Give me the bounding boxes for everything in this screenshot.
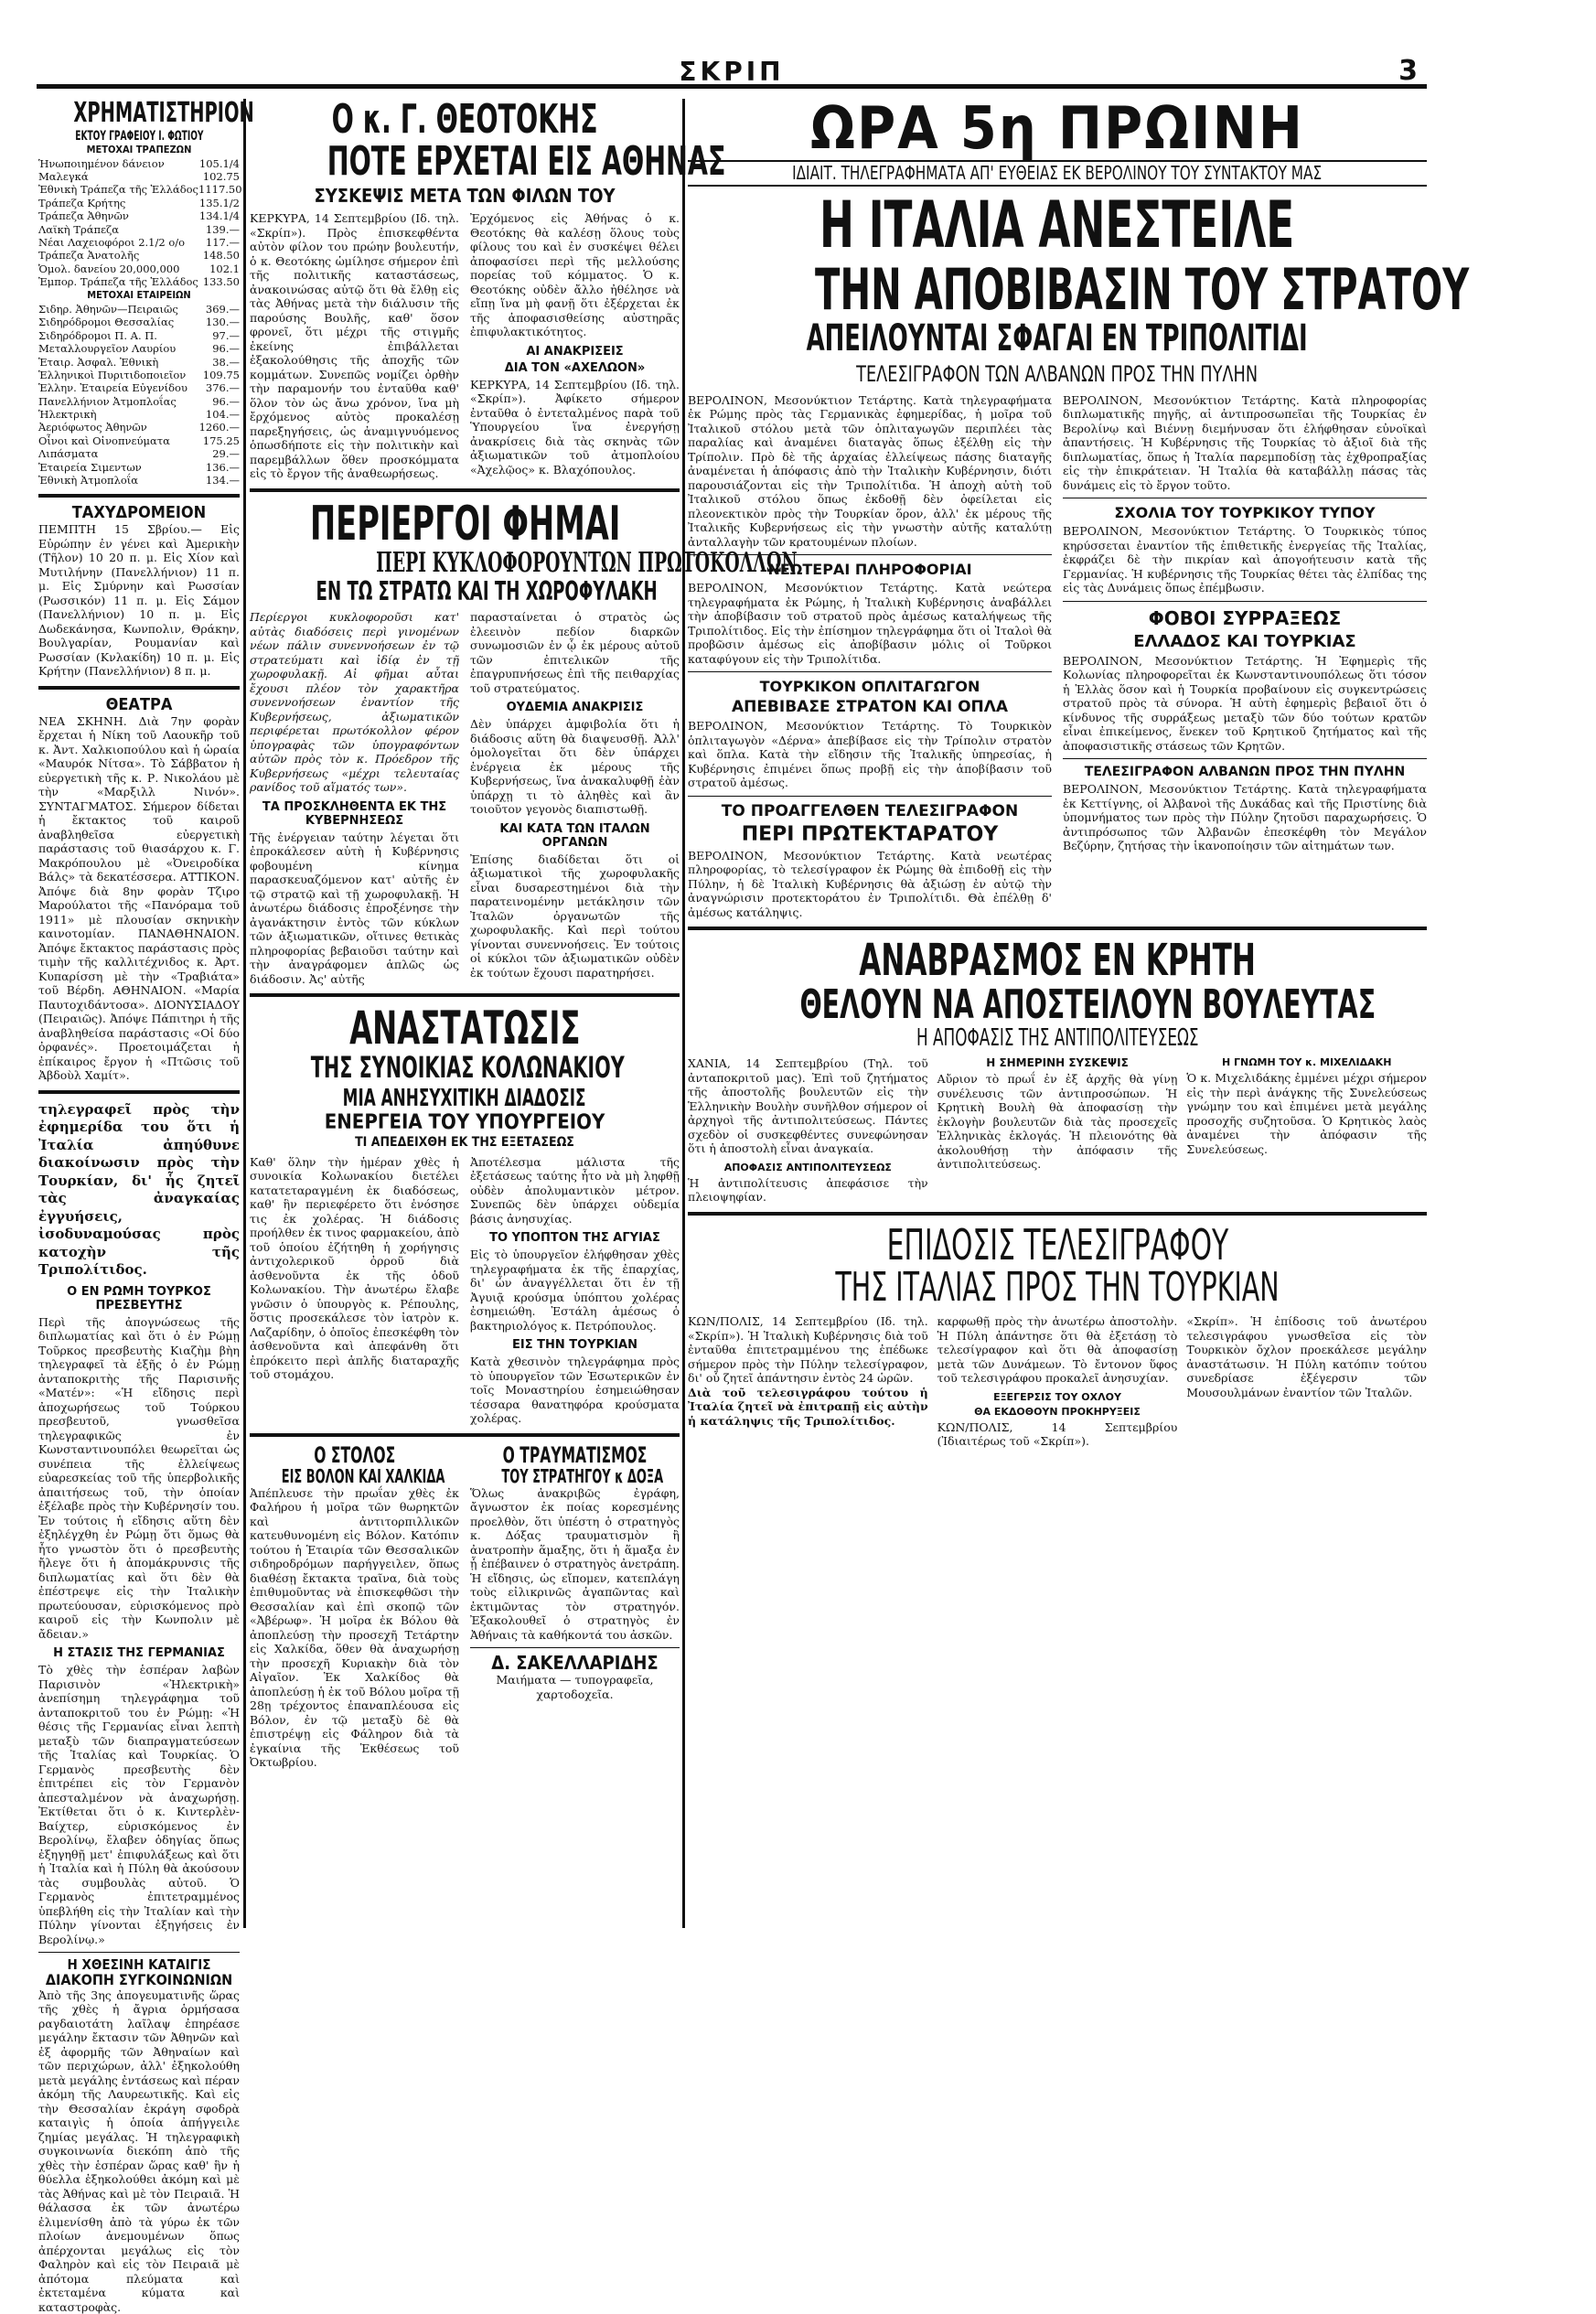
stock-value: 139.—: [205, 222, 240, 236]
theotokis-body: [250, 211, 680, 481]
fleet-headline: Ο ΣΤΟΛΟΣ: [314, 1441, 395, 1468]
bottom-stories: [250, 1441, 680, 1770]
stock-value: 96.—: [212, 394, 240, 408]
stock-row: [38, 262, 240, 275]
stocks-table-banks: [38, 157, 240, 289]
ultimatum-text-2b: ΚΩΝ/ΠΟΛΙΣ, 14 Σεπτεμβρίου (Ἰδιαιτέρως τοῦ «Σκρίπ»).: [937, 1419, 1178, 1449]
stock-row: [38, 183, 240, 196]
stock-exchange-title: ΧΡΗΜΑΤΙΣΤΗΡΙΟΝ: [73, 97, 254, 129]
theotokis-headline: Ο κ. Γ. ΘΕΟΤΟΚΗΣ: [331, 96, 598, 143]
stock-name: Οἶνοι καὶ Οἰνοπνεύματα: [38, 434, 170, 447]
italy-lead: τηλεγραφεῖ πρὸς τὴν ἐφημερίδα του ὅτι ἡ Ἰταλία ἀπηύθυνε διακοίνωσιν πρὸς τὴν Τουρκίαν, δι' ἧς ζητεῖ τὰς ἀναγκαίας ἐγγυήσεις, ἰσοδυναμούσας πρὸς κατοχὴν τῆς Τριπολίτιδος.: [38, 1100, 240, 1279]
stock-value: 133.50: [202, 275, 240, 289]
stock-value: 109.75: [202, 368, 240, 381]
stock-value: 376.—: [205, 381, 240, 395]
newspaper-name: ΣΚΡΙΠ: [679, 57, 785, 87]
stock-value: 102.1: [209, 262, 240, 275]
stock-name: Ἑλληνικοὶ Πυριτιδοποιεῖον: [38, 368, 187, 381]
albanian-ultimatum-heading: ΤΕΛΕΣΙΓΡΑΦΟΝ ΑΛΒΑΝΩΝ ΠΡΟΣ ΤΗΝ ΠΥΛΗΝ: [1084, 765, 1406, 780]
stock-name: Τράπεζα Ἀνατολῆς: [38, 249, 140, 262]
stock-name: Μαλεγκά: [38, 170, 89, 184]
stock-name: Λαϊκὴ Τράπεζα: [38, 222, 120, 236]
ultimatum-text-3: «Σκρίπ». Ἡ ἐπίδοσις τοῦ ἀνωτέρου τελεσιγράφου γνωσθεῖσα εἰς τὸν Τουρκικὸν ὄχλον προεκάλεσε μεγάλην ἀναστάτωσιν. Ἡ Πύλη κατόπιν τούτου συνεδρίασε ἐξέγερσιν τῶν Μουσουλμάνων ἐναντίον τῶν Ἰταλῶν.: [1186, 1314, 1428, 1399]
stock-row: [38, 197, 240, 209]
general-headline: Ο ΤΡΑΥΜΑΤΙΣΜΟΣ: [502, 1441, 648, 1468]
stock-row: [38, 447, 240, 460]
stock-name: Ἐθνικὴ Ἀτμοπλοΐα: [38, 473, 139, 487]
opposition-decision-heading: Η ΑΠΟΦΑΣΙΣ ΤΗΣ ΑΝΤΙΠΟΛΙΤΕΥΣΕΩΣ: [916, 1024, 1199, 1053]
stock-name: Σιδηρ. Ἀθηνῶν—Πειραιῶς: [38, 303, 178, 316]
turkey-text: Κατὰ χθεσινὸν τηλεγράφημα πρὸς τὸ ὑπουργεῖον τῶν Ἐσωτερικῶν ἐν τοῖς Μοναστηρίου ἐσημειώθησαν τέσσαρα θανατηφόρα κρούσματα χολέρας.: [470, 1355, 680, 1426]
stock-row: [38, 461, 240, 474]
rumours-text-right-3: Ἐπίσης διαδίδεται ὅτι οἱ ἀξιωματικοὶ τῆς χωροφυλακῆς εἶναι δυσαρεστημένοι διὰ τὴν παρατεινομένην μετάκλησιν τῶν Ἰταλῶν ὀργανωτῶν τῆς χωροφυλακῆς. Καὶ περὶ τούτου γίνονται συνεννοήσεις. Ἐν τούτοις οἱ κύκλοι τῶν ἀξιωματικῶν οὐδὲν ἐκ τούτων ἔχουσι παρατηρήσει.: [470, 852, 680, 980]
stock-value: 175.25: [202, 434, 240, 447]
ultimatum-body: [688, 1314, 1427, 1449]
ultimatum-text-1b: Διὰ τοῦ τελεσιγράφου τούτου ἡ Ἰταλία ζητεῖ νὰ ἐπιτραπῇ εἰς αὐτὴν ἡ κατάληψις τῆς Τριπολίτιδος.: [688, 1385, 928, 1428]
stock-value: 105.1/4: [198, 156, 240, 170]
stock-name: Λιπάσματα: [38, 447, 99, 461]
berlin-text-4: ΒΕΡΟΛΙΝΟΝ, Μεσονύκτιον Τετάρτης. Κατὰ νεωτέρας πληροφορίας, τὸ τελεσίγραφον ἐκ Ρώμης θὰ ἐπιδοθῇ εἰς τὴν Πύλην, ἡ δὲ Ἰταλικὴ Κυβέρνησις θὰ ἀξιώσῃ ἐν αὐτῷ τὴν ἀναγνώρισιν προτεκτοράτου ἐν Τριπολίτιδι. Θὰ ἐπέλθῃ δ' ἀμέσως κατάληψις.: [688, 848, 1052, 919]
theotokis-subheadline: ΠΟΤΕ ΕΡΧΕΤΑΙ ΕΙΣ ΑΘΗΝΑΣ: [327, 138, 726, 186]
stock-row: [38, 316, 240, 328]
turkish-ambassador-heading: Ο ΕΝ ΡΩΜΗ ΤΟΥΡΚΟΣ ΠΡΕΣΒΕΥΤΗΣ: [67, 1284, 211, 1312]
war-fears-heading: ΦΟΒΟΙ ΣΥΡΡΑΞΕΩΣ: [1148, 606, 1342, 629]
massacres-headline: ΑΠΕΙΛΟΥΝΤΑΙ ΣΦΑΓΑΙ ΕΝ ΤΡΙΠΟΛΙΤΙΔΙ: [806, 316, 1309, 359]
general-text: Ὅλως ἀνακριβῶς ἐγράφη, ἄγνωστον ἐκ ποίας κορεσμένης προελθὸν, ὅτι ὑπέστη ὁ στρατηγὸς κ. Δόξας τραυματισμὸν ἢ ἀνατροπὴν ἅμαξης, ὅτι ἡ ἅμαξα ἐν ᾗ ἐπέβαινεν ὁ στρατηγὸς ἀνετράπη. Ἡ εἴδησις, ὡς εἴπομεν, κατεπλάγη τοὺς εἰλικρινῶς ἀγαπῶντας καὶ ἐκτιμῶντας τὸν στρατηγόν. Ἐξακολουθεῖ ὁ στρατηγὸς ἐν Ἀθήναις τὰ καθήκοντά του ἀσκῶν.: [470, 1485, 680, 1642]
stock-row: [38, 303, 240, 316]
stock-row: [38, 342, 240, 355]
stock-value: 136.—: [205, 460, 240, 474]
stock-row: [38, 408, 240, 421]
storm-text: Ἀπὸ τῆς 3ης ἀπογευματινῆς ὥρας τῆς χθὲς ἡ ἄγρια ὁρμήσασα ραγδαιοτάτη λαῖλαψ ἐπηρέασε μεγάλην ἔκτασιν τῶν Ἀθηνῶν καὶ ἐξ ἀφορμῆς τῶν Ἀθηναίων καὶ τῶν περιχώρων, ἀλλ' ἐξηκολούθη μετὰ μεγάλης ἐντάσεως καὶ πέραν ἀκόμη τῆς Λαυρεωτικῆς. Καὶ εἰς τὴν Θεσσαλίαν ἐκράγη σφοδρὰ καταιγὶς ἡ ὁποία ἀπήγγειλε ζημίας μεγάλας. Ἡ τηλεγραφικὴ συγκοινωνία διεκόπη ἀπὸ τῆς χθὲς τὴν ἑσπέραν ὥρας καθ' ἣν ἡ θύελλα ἐξηκολούθει ἀκόμη καὶ μὲ τὰς Ἀθήνας καὶ μὲ τὸν Πειραιᾶ. Ἡ θάλασσα ἐκ τῶν ἀνωτέρω ἐλιμενίσθη ἀπὸ τὰ γύρω ἐκ τῶν πλοίων ἀνεμουμένων ὅπως ἀπέρχονται μεγάλως εἰς τὸν Φαληρὸν καὶ εἰς τὸν Πειραιᾶ μὲ ἀπότομα πλεύματα καὶ ἐκτεταμένα κύματα καὶ καταστροφὰς.: [38, 1987, 240, 2314]
michelidakis-heading: Η ΓΝΩΜΗ ΤΟΥ κ. ΜΙΧΕΛΙΔΑΚΗ: [1221, 1056, 1392, 1069]
post-text: ΠΕΜΠΤΗ 15 Σβρίου.— Εἰς Εὐρώπην ἐν γένει καὶ Ἀμερικὴν (Τῆλον) 10 20 π. μ. Εἰς Χίον καὶ Μυτιλήνην (Πανελλήνιον) 11 π. μ. Εἰς Σμύρνην καὶ Ρωσσίαν (Ρωσσικόν) 11 π. μ. Εἰς Σάμον (Πανελλήνιον) 10 π. μ. Εἰς Δωδεκάνησα, Κωνπολιν, Θράκην, Βουλγαρίαν, Ρουμανίαν καὶ Ρωσσίαν (Κνλακίδη) 10 π. μ. Εἰς Κρήτην (Πανελλήνιον) 8 π. μ.: [38, 522, 240, 679]
stock-name: Σιδηρόδρομοι Θεσσαλίας: [38, 316, 175, 329]
stock-value: 29.—: [212, 447, 240, 461]
ultimatum-headline: ΕΠΙΔΟΣΙΣ ΤΕΛΕΣΙΓΡΑΦΟΥ: [886, 1219, 1228, 1269]
berlin-text-4b: ΒΕΡΟΛΙΝΟΝ, Μεσονύκτιον Τετάρτης. Κατὰ τηλεγραφήματα ἐκ Κεττίγνης, οἱ Ἀλβανοὶ τῆς Δυκάδας καὶ τῆς Πριστίνης διὰ ὑπομνήματος των πρὸς τὴν Πύλην ζητοῦσι παραχωρήσεις. Ὁ ἀντιπρόσωπος τῶν Ἀλβανῶν ἐπεσκέφθη τὸν Μεγάλον Βεζύρην, ζητήσας τὴν ἱκανοποίησιν τῶν αἰτημάτων των.: [1063, 782, 1427, 853]
turkish-ambassador-text: Περὶ τῆς ἀπογνώσεως τῆς διπλωματίας καὶ ὅτι ὁ ἐν Ρώμῃ Τοῦρκος πρεσβευτὴς Κιαζὴμ βὴη τηλεγραφεῖ τὰ ἑξῆς ὁ ἐν Ρώμῃ ἀνταποκριτὴς τῆς Παρισινῆς «Ματέν»: «Ἡ εἴδησις περὶ ἀποχωρήσεως τοῦ Τούρκου πρεσβευτοῦ, γνωσθεῖσα τηλεγραφικῶς ἐν Κωνσταντινουπόλει θεωρεῖται ὡς συνέπεια τῆς ἐλλείψεως εὐαρεσκείας τοῦ τῆς ὑπερβολικῆς ἀπαιτήσεως τοῦ, τὴν ὁποίαν ἐξέλαβε πρὸς τὴν Κυβέρνησίν του. Ἐν τούτοις ἡ εἴδησις αὕτη δὲν ἐξηλέγχθη ἐν Ρώμῃ ὅτι ὅμως θὰ ἦτο γνωστὸν ὅτι ὁ πρεσβευτὴς ἤλεγε ὅτι ἡ ἀπομάκρυνσις τῆς διπλωματίας καὶ ὅτι δὲν θὰ ἐπέστρεψε εἰς τὴν Ἰταλικὴν πρωτεύουσαν, εὑρισκόμενος πρὸ καιροῦ εἰς τὴν Κωνπολιν μὲ ἄδειαν.»: [38, 1314, 240, 1641]
stock-row: [38, 275, 240, 288]
stock-value: 134.—: [205, 473, 240, 487]
berlin-text-1b: ΒΕΡΟΛΙΝΟΝ, Μεσονύκτιον Τετάρτης. Κατὰ πληροφορίας διπλωματικῆς πηγῆς, αἱ ἀντιπροσωπεῖαι τῆς Τουρκίας ἐν Βερολίνῳ καὶ Βιέννῃ διεμήνυσαν ὅτι ἐλήφθησαν εὐνοϊκαὶ ἀπαντήσεις. Ἡ Κυβέρνησις τῆς Τουρκίας τὸ ἀξιοῖ διὰ τῆς διπλωματίας, ὅπως ἡ Ἰταλία παρεμποδίσῃ τὰς ἐχθροπραξίας εἰς τὴν ἐπικράτειαν. Ἡ Ἰταλία θὰ καταβάλλῃ πάσας τὰς δυνάμεις εἰς τὸ ἔργον τοῦτο.: [1063, 392, 1427, 492]
stock-value: 97.—: [212, 328, 240, 342]
theotokis-deck: ΣΥΣΚΕΨΙΣ ΜΕΤΑ ΤΩΝ ΦΙΛΩΝ ΤΟΥ: [314, 185, 616, 208]
stock-row: [38, 209, 240, 222]
theatre-title: ΘΕΑΤΡΑ: [105, 694, 173, 714]
troopship-subheading: ΑΠΕΒΙΒΑΣΕ ΣΤΡΑΤΟΝ ΚΑΙ ΟΠΛΑ: [731, 698, 1009, 717]
masthead: [37, 57, 1427, 88]
kolonaki-deck: ΜΙΑ ΑΝΗΣΥΧΙΤΙΚΗ ΔΙΑΔΟΣΙΣ: [343, 1085, 586, 1113]
stock-row: [38, 434, 240, 447]
latest-news-heading: ΝΕΩΤΕΡΑΙ ΠΛΗΡΟΦΟΡΙΑΙ: [767, 561, 972, 579]
middle-column: [250, 96, 798, 1928]
greece-turkey-heading: ΕΛΛΑΔΟΣ ΚΑΙ ΤΟΥΡΚΙΑΣ: [1133, 631, 1356, 651]
berlin-text-2: ΒΕΡΟΛΙΝΟΝ, Μεσονύκτιον Τετάρτης. Κατὰ νεώτερα τηλεγραφήματα ἐκ Ρώμης, ἡ Ἰταλικὴ Κυβέρνησις ἀναβάλλει τὴν ἀποβίβασιν τοῦ στρατοῦ πρὸς ἀμέσως καταλήψεως τῆς Τριπολίτιδος. Εἰς τὴν ἐπίσημον τηλεγράφημα ὅτι οἱ Ἰταλοὶ θὰ προβῶσιν ἀμέσως εἰς ἀποβίβασιν μόλις οἱ Τοῦρκοι καταφύγουν εἰς τὴν Τριπολίτιδα.: [688, 581, 1052, 666]
post-title: ΤΑΧΥΔΡΟΜΕΙΟΝ: [71, 503, 207, 523]
stock-name: Ἑταιρεία Σιμεντων: [38, 460, 142, 474]
agyia-text: Εἰς τὸ ὑπουργεῖον ἐλήφθησαν χθὲς τηλεγραφήματα ἐκ τῆς ἐπαρχίας, δι' ὧν ἀναγγέλλεται ὅτι ἐν τῇ Ἀγυιᾷ κρούσμα ὑπόπτου χολέρας ἐσημειώθη. Ἐστάλη ἀμέσως ὁ βακτηριολόγος κ. Πετρόπουλος.: [470, 1248, 680, 1333]
stock-value: 1117.50: [198, 183, 242, 197]
kolonaki-body: [250, 1155, 680, 1426]
column-rule: [682, 99, 685, 1928]
stock-name: Ἐμπορ. Τράπεζα τῆς Ἑλλάδος: [38, 275, 198, 289]
rumours-deck: ΕΝ ΤΩ ΣΤΡΑΤΩ ΚΑΙ ΤΗ ΧΩΡΟΦΥΛΑΚΗ: [316, 575, 658, 606]
stock-name: Τράπεζα Ἀθηνῶν: [38, 209, 129, 223]
theotokis-text-left: ΚΕΡΚΥΡΑ, 14 Σεπτεμβρίου (Ιδ. τηλ. «Σκρίπ»). Πρὸς ἐπισκεφθέντα αὐτὸν φίλον του πρώην βουλευτήν, ὁ κ. Θεοτόκης ὡμίλησε σήμερον ἐπὶ τῆς πολιτικῆς καταστάσεως, ἀνακοινώσας αὐτῷ ὅτι θὰ ἔλθῃ εἰς τὰς Ἀθήνας μετὰ τὴν διάλυσιν τῆς παρούσης Βουλῆς, καθ' ὅσον φρονεῖ, ὅτι μέχρι τῆς στιγμῆς ἐκείνης ἐπιβάλλεται ἐξακολούθησις τῆς ἀποχῆς τῶν κομμάτων. Συνεπῶς νομίζει ὀρθὴν τὴν παραμονήν του ἐνταῦθα καθ' ὅλον τὸν ὡς ἄνω χρόνον, ἵνα μὴ ἔρχόμενος αὐτὸς προκαλέσῃ παρεξηγήσεις, ὡς ἀναμιγνυόμενος ὁπωσδήποτε εἰς τὴν πολιτικὴν καὶ παρεμβάλλων ὅθεν προσκόμματα εἰς τὸ ἔργον τῆς ἀναθεωρήσεως.: [250, 211, 459, 481]
storm-subheading: ΔΙΑΚΟΠΗ ΣΥΓΚΟΙΝΩΝΙΩΝ: [45, 1970, 233, 1988]
ultimatum-text-1: ΚΩΝ/ΠΟΛΙΣ, 14 Σεπτεμβρίου (Ιδ. τηλ. «Σκρίπ»). Ἡ Ἰταλικὴ Κυβέρνησις διὰ τοῦ ἐνταῦθα ἐπιτετραμμένου της ἐπέδωκε σήμερον πρὸς τὴν Πύλην τελεσίγραφον, δι' οὗ ζητεῖ ἀπάντησιν ἐντὸς 24 ὡρῶν.: [688, 1314, 928, 1386]
stock-row: [38, 170, 240, 183]
berlin-telegrams: [688, 393, 1427, 920]
ultimatum-text-2: καρφωθῇ πρὸς τὴν ἀνωτέρω ἀποστολὴν. Ἡ Πύλη ἀπάντησε ὅτι θὰ ἐξετάσῃ τὸ τελεσίγραφον καὶ ὅτι θὰ ἀποφασίσῃ μετὰ τῶν Δυνάμεων. Τὸ ἔντονον ὕφος τοῦ τελεσιγράφου προκαλεῖ ἀνησυχίαν.: [937, 1314, 1178, 1386]
column-rule: [243, 99, 246, 1928]
inquiries-heading: ΑΙ ΑΝΑΚΡΙΣΕΙΣ: [526, 344, 624, 359]
stock-name: Ἑταιρ. Ἀσφαλ. Ἐθνικὴ: [38, 355, 159, 369]
banner-strap: ΙΔΙΑΙΤ. ΤΗΛΕΓΡΑΦΗΜΑΤΑ ΑΠ' ΕΥΘΕΙΑΣ ΕΚ ΒΕΡΟΛΙΝΟΥ ΤΟΥ ΣΥΝΤΑΚΤΟΥ ΜΑΣ: [688, 160, 1427, 187]
stock-value: 117.—: [205, 235, 240, 249]
turkey-heading: ΕΙΣ ΤΗΝ ΤΟΥΡΚΙΑΝ: [512, 1338, 637, 1353]
kolonaki-headline: ΑΝΑΣΤΑΤΩΣΙΣ: [348, 1002, 581, 1055]
theatre-text: ΝΕΑ ΣΚΗΝΗ. Διὰ 7ην φορὰν ἔρχεται ἡ Νίκη τοῦ Λαουκῆρ τοῦ κ. Ἀντ. Χαλκιοπούλου καὶ ἡ ὡραία «Μαυρόκ Νίτσα». Τὸ Σάββατον ἡ εὐεργετικὴ τῆς κ. Ρ. Νικολάου μὲ τὴν «Μαρξιλλ Νινόν». ΣΥΝΤΑΓΜΑΤΟΣ. Σήμερον δίδεται ἡ ἔκτακτος τοῦ καιροῦ ἀναβληθεῖσα εὐεργετικὴ παράστασις τοῦ θιασάρχου κ. Γ. Μακρόπουλου μὲ «Ὀνειροδίκα Βάλς» τὰ δεκατέσσερα. ΑΤΤΙΚΟΝ. Ἀπόψε διὰ 8ην φορὰν Τζιρο Μαρούλατοι τῆς «Πανόραμα τοῦ 1911» μὲ πλουσίαν σκηνικὴν καινοτομίαν. ΠΑΝΑΘΗΝΑΙΟΝ. Ἀπόψε ἔκτακτος παράστασις πρὸς τιμὴν τῆς καλλιτέχνιδος κ. Ἀρτ. Κυπαρίσση μὲ τὴν «Τραβιάτα» τοῦ Βέρδη. ΑΘΗΝΑΙΟΝ. «Μαρία Παυτοχιδάντοσα». ΔΙΟΝΥΣΙΑΔΟΥ (Πειραιῶς). Ἀπόψε Πάπιτηρι ἡ τῆς ἀναβληθείσα παράστασις «Οἱ δύο ὀρφανές». Προετοιμάζεται ἡ ἐπίκαιρος ἔργον ἡ «Πτῶσις τοῦ Ἀβδοὺλ Χαμίτ».: [38, 713, 240, 1083]
rumours-text-right-2: Δὲν ὑπάρχει ἀμφιβολία ὅτι ἡ διάδοσις αὕτη θὰ διαψευσθῇ. Ἀλλ' ὁμολογεῖται ὅτι δὲν ὑπάρχει ἐνέργεια ἐκ μέρους τῆς Κυβερνήσεως, ἵνα ἀνακαλυφθῇ ἐὰν ὑπάρχῃ τι τὸ ἀληθὲς καὶ ἂν τοιοῦτον γεγονὸς διαπιστωθῇ.: [470, 717, 680, 817]
acheloos-text: ΚΕΡΚΥΡΑ, 14 Σεπτεμβρίου (Ιδ. τηλ. «Σκρίπ»). Ἀφίκετο σήμερον ἐνταῦθα ὁ ἐντεταλμένος παρὰ τοῦ Ὑπουργείου ἵνα ἐνεργήσῃ ἀνακρίσεις διὰ τὰς σκηνὰς τῶν ἀξιωματικῶν τοῦ ἀτμοπλοίου «Ἀχελῷος» κ. Βλαχόπουλος.: [470, 377, 680, 477]
stock-name: Μεταλλουργεῖον Λαυρίου: [38, 342, 177, 356]
rumours-text-left: Περίεργοι κυκλοφοροῦσι κατ' αὐτὰς διαδόσεις περὶ γινομένων νέων πάλιν συνεννοήσεων ἐν τῷ στρατεύματι καὶ ἰδίᾳ ἐν τῇ χωροφυλακῇ. Αἱ φῆμαι αὗται ἔχουσι πλέον τὸν χαρακτῆρα συνεννοήσεων ἐναντίον τῆς Κυβερνήσεως, ἀξιωματικῶν περιφέρεται πρωτόκολλον φέρον ὑπογραφὰς τῶν ὑπογραφόντων αὐτῶν πρὸς τὸν κ. Πρόεδρον τῆς Κυβερνήσεως «μέχρι τελευταίας ρανίδος τοῦ αἵματός των».: [250, 610, 459, 795]
stock-row: [38, 395, 240, 408]
stock-value: 134.1/4: [198, 209, 240, 223]
berlin-text-3: ΒΕΡΟΛΙΝΟΝ, Μεσονύκτιον Τετάρτης. Τὸ Τουρκικὸν ὁπλιταγωγὸν «Δέρνα» ἀπεβίβασε εἰς τὴν Τρίπολιν στρατὸν καὶ ὅπλα. Κατὰ τὴν εἴδησιν τῆς Ἰταλικῆς ὑπηρεσίας, ἡ Κυβέρνησις ἐπιμένει ὅπως προβῇ εἰς τὴν ἀποβίβασιν τοῦ στρατοῦ ἀμέσως.: [688, 719, 1052, 790]
stock-value: 130.—: [205, 316, 240, 329]
stock-name: Τράπεζα Κρήτης: [38, 196, 126, 209]
proclamations-heading: ΘΑ ΕΚΔΟΘΟΥΝ ΠΡΟΚΗΡΥΞΕΙΣ: [974, 1405, 1141, 1418]
stock-name: Ἐθνικὴ Τράπεζα τῆς Ἑλλάδος: [38, 183, 198, 197]
crete-text-1b: Ἡ ἀντιπολίτευσις ἀπεφάσισε τὴν πλειοψηφίαν.: [688, 1175, 928, 1205]
banner-headline: ΩΡΑ 5η ΠΡΩΙΝΗ: [810, 95, 1304, 163]
stock-row: [38, 157, 240, 170]
rumours-subheadline: ΠΕΡΙ ΚΥΚΛΟΦΟΡΟΥΝΤΩΝ ΠΡΩΤΟΚΟΛΛΩΝ: [376, 547, 798, 580]
stock-value: 102.75: [202, 170, 240, 184]
stock-value: 1260.—: [198, 421, 240, 434]
examination-heading: ΤΙ ΑΠΕΔΕΙΧΘΗ ΕΚ ΤΗΣ ΕΞΕΤΑΣΕΩΣ: [355, 1134, 574, 1150]
left-column: [38, 97, 254, 2314]
stock-name: Πανελλήνιον Ἀτμοπλοΐας: [38, 394, 177, 408]
government-heading: ΤΑ ΠΡΟΣΚΛΗΘΕΝΤΑ ΕΚ ΤΗΣ ΚΥΒΕΡΝΗΣΕΩΣ: [262, 799, 447, 828]
kolonaki-text-left: Καθ' ὅλην τὴν ἡμέραν χθὲς ἡ συνοικία Κολωνακίου διετέλει κατατεταραγμένη ἐκ διαδόσεως, καθ' ἣν περιεφέρετο ὅτι ἐνόσησε τις ἐκ χολέρας. Ἡ διάδοσις προήλθεν ἐκ τινος φαρμακείου, ἀπὸ τοῦ ὁποίου ἐζήτηθη ἡ χορήγησις ἀντιχολερικοῦ ὀρροῦ διὰ ἀσθενοῦντα ἐκ τῆς ὁδοῦ Κολωνακίου. Τὴν ἀνωτέρω ἔλαβε γνῶσιν ὁ ὑπουργὸς κ. Ρέπουλης, ὅστις προσεκάλεσε τὸν ἰατρὸν κ. Λαζαρίδην, ὁ ὁποῖος ἐπεσκέφθη τὸν ἀσθενοῦντα καὶ ἀπεφάνθη ὅτι ἐπρόκειτο περὶ ἁπλῆς διαταραχῆς τοῦ στομάχου.: [250, 1154, 459, 1382]
rumours-text-right: παρασταίνεται ὁ στρατὸς ὡς ἐλεεινὸν πεδίον διαρκῶν συνωμοσιῶν ἐν ᾧ ἐκ μέρους αὐτοῦ τῶν ἐπιτελικῶν τῆς ἐπαγρυπνήσεως ἐπὶ τῆς πειθαρχίας τοῦ στρατεύματος.: [470, 610, 680, 695]
germany-heading: Η ΣΤΑΣΙΣ ΤΗΣ ΓΕΡΜΑΝΙΑΣ: [53, 1646, 225, 1661]
stock-row: [38, 474, 240, 487]
acheloos-heading: ΔΙΑ ΤΟΝ «ΑΧΕΛΩΟΝ»: [504, 360, 646, 375]
advert-name: Δ. ΣΑΚΕΛΛΑΡΙΔΗΣ: [491, 1652, 659, 1675]
crete-text-3: Ὁ κ. Μιχελιδάκης ἐμμένει μέχρι σήμερον εἰς τὴν περὶ ἀνάγκης τῆς Συνελεύσεως γνώμην του καὶ ἐπιμένει μετὰ μεγάλης προσοχῆς συζητοῦσα. Ὁ Κρητικὸς λαὸς ἀναμένει τὴν ἀπόφασιν τῆς Συνελεύσεως.: [1186, 1071, 1428, 1156]
fleet-text: Ἀπέπλευσε τὴν πρωΐαν χθὲς ἐκ Φαλήρου ἡ μοῖρα τῶν θωρηκτῶν καὶ ἀντιτορπιλλικῶν κατευθυνομένη εἰς Βόλον. Κατόπιν τούτου ἡ Ἑταιρία τῶν Θεσσαλικῶν σιδηροδρόμων παρήγγειλεν, ὅπως διαθέσῃ ἔκτακτα τραῖνα, διὰ τοὺς ἐπιθυμοῦντας νὰ ἐπισκεφθῶσι τὴν Θεσσαλίαν καὶ ἐπὶ σκοπῷ τῶν «Ἀβέρωφ». Ἡ μοῖρα ἐκ Βόλου θὰ ἀποπλεύσῃ τὴν προσεχῆ Τετάρτην εἰς Χαλκίδα, ὅθεν θὰ ἀναχωρήσῃ τὴν προσεχῆ Κυριακὴν διὰ τὸν Αἰγαῖον. Ἐκ Χαλκίδος θὰ ἀποπλεύσῃ ἡ ἐκ τοῦ Βόλου μοῖρα τῇ 28ῃ τρέχοντος ἐπαναπλέουσα εἰς Βόλον, ἐν τῷ μεταξὺ δὲ θὰ ἐπιστρέψῃ εἰς Φάληρον διὰ τὰ ἐγκαίνια τῆς Ἐκθέσεως τοῦ Ὀκτωβρίου.: [250, 1485, 459, 1770]
rumours-text-left-2: Τῆς ἐνέργειαν ταύτην λέγεται ὅτι ἐπροκάλεσεν αὐτὴ ἡ Κυβέρνησις φοβουμένη κίνημα παρασκευαζόμενον κατ' αὐτῆς ἐν τῷ στρατῷ καὶ τῇ χωροφυλακῇ. Ἡ ἀνωτέρω διάδοσις ἐπροξένησε τὴν ἀγανάκτησιν ἐντὸς τῶν κύκλων τῶν ἀξιωματικῶν, οἵτινες θετικὰς πληροφορίας βεβαιοῦσι ταύτην καὶ τὴν ἀναγράφομεν ἁπλῶς ὡς διάδοσιν. Ἀς' αὐτῆς: [250, 830, 459, 986]
italy-subheadline: ΤΗΝ ΑΠΟΒΙΒΑΣΙΝ ΤΟΥ ΣΤΡΑΤΟΥ: [815, 255, 1470, 323]
stock-name: Νέαι Λαχειοφόροι 2.1/2 o/o: [38, 235, 186, 249]
stock-name: Ἑλλην. Ἑταιρεία Εὐγενίδου: [38, 381, 187, 395]
stock-value: 38.—: [212, 355, 240, 369]
mob-uprising-heading: ΕΞΕΓΕΡΣΙΣ ΤΟΥ ΟΧΛΟΥ: [993, 1390, 1121, 1403]
no-inquiry-heading: ΟΥΔΕΜΙΑ ΑΝΑΚΡΙΣΙΣ: [506, 701, 644, 715]
berlin-text-2b: ΒΕΡΟΛΙΝΟΝ, Μεσονύκτιον Τετάρτης. Ὁ Τουρκικὸς τύπος κηρύσσεται ἐναντίον τῆς ἐπιθετικῆς ἐνεργείας τῆς Ἰταλίας, ἐκφράζει δὲ τὴν πικρίαν καὶ ἀπογοήτευσιν κατὰ τῆς Γερμανίας. Ἡ κυβέρνησις τῆς Τουρκίας θέτει τὰς ἐλπίδας της εἰς τὰς Δυνάμεις ὅπως ἐπέμβωσιν.: [1063, 524, 1427, 595]
stocks-table-companies: [38, 303, 240, 487]
storm-heading: Η ΧΘΕΣΙΝΗ ΚΑΤΑΙΓΙΣ: [67, 1956, 211, 1974]
stock-value: 135.1/2: [198, 196, 240, 209]
protectorate-heading: ΠΕΡΙ ΠΡΩΤΕΚΤΑΡΑΤΟΥ: [741, 822, 999, 846]
troopship-heading: ΤΟΥΡΚΙΚΟΝ ΟΠΛΙΤΑΓΩΓΟΝ: [759, 678, 980, 696]
stocks-section-companies: ΜΕΤΟΧΑΙ ΕΤΑΙΡΕΙΩΝ: [87, 289, 191, 302]
stock-row: [38, 223, 240, 236]
opposition-decision-subheading: ΑΠΟΦΑΣΙΣ ΑΝΤΙΠΟΛΙΤΕΥΣΕΩΣ: [723, 1161, 892, 1173]
general-subheadline: ΤΟΥ ΣΤΡΑΤΗΓΟΥ κ ΔΟΞΑ: [501, 1464, 664, 1487]
italy-headline: Η ΙΤΑΛΙΑ ΑΝΕΣΤΕΙΛΕ: [819, 187, 1295, 263]
rumours-headline: ΠΕΡΙΕΡΓΟΙ ΦΗΜΑΙ: [309, 496, 621, 552]
stock-name: Ἀεριόφωτος Ἀθηνῶν: [38, 421, 147, 434]
stock-exchange-subtitle: ΕΚΤΟΥ ΓΡΑΦΕΙΟΥ Ι. ΦΩΤΙΟΥ: [74, 128, 204, 144]
stock-name: Σιδηρόδρομοι Π. Α. Π.: [38, 328, 157, 342]
berlin-text-3b: ΒΕΡΟΛΙΝΟΝ, Μεσονύκτιον Τετάρτης. Ἡ Ἐφημερὶς τῆς Κολωνίας πληροφορεῖται ἐκ Κωνσταντινουπόλεως ὅτι τόσον ἡ Ἑλλὰς ὅσον καὶ ἡ Τουρκία προβαίνουν εἰς συγκεντρώσεις στρατοῦ πρὸς τὰ σύνορα. Ἡ αὐτὴ ἐφημερὶς βεβαιοῖ ὅτι ὁ κίνδυνος τῆς συρράξεως μεταξὺ τῶν δύο τούτων κρατῶν εἶναι ἐπικείμενος, ἕνεκεν τοῦ Κρητικοῦ ζητήματος καὶ τῆς ἀποφασιστικῆς στάσεως τῶν Κρητῶν.: [1063, 653, 1427, 753]
crete-subheadline: ΘΕΛΟΥΝ ΝΑ ΑΠΟΣΤΕΙΛΟΥΝ ΒΟΥΛΕΥΤΑΣ: [799, 980, 1376, 1028]
stock-row: [38, 249, 240, 262]
ministry-heading: ΕΝΕΡΓΕΙΑ ΤΟΥ ΥΠΟΥΡΓΕΙΟΥ: [324, 1110, 605, 1134]
kolonaki-text-right: Ἀποτέλεσμα μάλιστα τῆς ἐξετάσεως ταύτης ἦτο νὰ μὴ ληφθῇ οὐδὲν ἀπολυμαντικὸν μέτρον. Συνεπῶς δὲν ὑπάρχει οὐδεμία βάσις ἀνησυχίας.: [470, 1154, 680, 1226]
stock-name: Ἡνωποιημένον δάνειον: [38, 156, 165, 170]
stock-row: [38, 236, 240, 249]
stock-value: 96.—: [212, 342, 240, 356]
stock-value: 148.50: [202, 249, 240, 262]
stock-value: 369.—: [205, 303, 240, 316]
crete-body: [688, 1056, 1427, 1205]
crete-text-1: ΧΑΝΙΑ, 14 Σεπτεμβρίου (Τηλ. τοῦ ἀνταποκριτοῦ μας). Ἐπὶ τοῦ ζητήματος τῆς ἀποστολῆς βουλευτῶν εἰς τὴν Ἑλληνικὴν Βουλὴν συνῆλθον σήμερον οἱ ἀρχηγοὶ τῆς ἀντιπολιτεύσεως. Πάντες σχεδὸν οἱ συσκεφθέντες συνεφώνησαν ὅτι ἡ ἀποστολὴ εἶναι ἀναγκαία.: [688, 1056, 928, 1156]
stocks-section-banks: ΜΕΤΟΧΑΙ ΤΡΑΠΕΖΩΝ: [86, 144, 192, 156]
advert-text: Μαιήματα — τυπογραφεῖα, χαρτοδοχεῖα.: [496, 1673, 654, 1701]
crete-headline: ΑΝΑΒΡΑΣΜΟΣ ΕΝ ΚΡΗΤΗ: [859, 935, 1256, 987]
germany-text: Τὸ χθὲς τὴν ἑσπέραν λαβὼν Παρισινὸν «Ἠλεκτρικὴ» ἀνεπίσημη τηλεγράφημα τοῦ ἀνταποκριτοῦ του ἐν Ρώμῃ: «Ἡ θέσις τῆς Γερμανίας εἶναι λεπτὴ μεταξὺ τῶν διαπραγματεύσεων τῆς Ἰταλίας καὶ Τουρκίας. Ὁ Γερμανὸς πρεσβευτὴς δὲν ἐπιτρέπει εἰς τὸν Γερμανὸν ἀπεσταλμένον νὰ ἀναχωρήσῃ. Ἐκτίθεται ὅτι ὁ κ. Κιντερλὲν-Βαίχτερ, εὑρισκόμενος ἐν Βερολίνῳ, ἔλαβεν ὁδηγίας ὅπως ἐξηγηθῇ μετ' ἐπιφυλάξεως καὶ ὅτι ἡ Ἰταλία καὶ ἡ Πύλη θὰ ἀκούσουν τὰς συμβουλὰς αὐτοῦ. Ὁ Γερμανὸς ἐπιτετραμμένος ὑπεβλήθη εἰς τὴν Ἰταλίαν καὶ τὴν Πύλην γίνονται ἐξηγήσεις ἐν Βερολίνῳ.»: [38, 1663, 240, 1946]
stock-row: [38, 356, 240, 369]
stock-row: [38, 421, 240, 434]
kolonaki-subheadline: ΤΗΣ ΣΥΝΟΙΚΙΑΣ ΚΟΛΩΝΑΚΙΟΥ: [310, 1049, 625, 1085]
theotokis-text-right: Ἐρχόμενος εἰς Ἀθήνας ὁ κ. Θεοτόκης θὰ καλέσῃ ὅλους τοὺς φίλους του καὶ ἐν συσκέψει θέλει ἀποφασίσει περὶ τῆς μελλούσης πορείας τοῦ κόμματος. Ὁ κ. Θεοτόκης οὐδὲν ἄλλο ἠθέλησε νὰ εἴπῃ ἵνα μὴ φανῇ ὅτι ἐξέρχεται ἐκ τῆς ἀποφασισθείσης αὐστηρᾶς ἐπιφυλακτικότητος.: [470, 211, 680, 339]
crete-text-2: Αὔριον τὸ πρωΐ ἐν ἐξ ἀρχῆς θὰ γίνῃ συνέλευσις τῶν ἀντιπροσώπων. Ἡ Κρητικὴ Βουλὴ θὰ ἀποφασίσῃ τὴν ἐκλογὴν βουλευτῶν διὰ τὰς προσεχεῖς Ἑλληνικὰς ἐκλογάς. Ἡ πλειονότης θὰ ἀκολουθήσῃ τὴν ἀπόφασιν τῆς ἀντιπολιτεύσεως.: [937, 1072, 1178, 1172]
fleet-subheadline: ΕΙΣ ΒΟΛΟΝ ΚΑΙ ΧΑΛΚΙΔΑ: [281, 1464, 445, 1487]
today-meeting-heading: Η ΣΗΜΕΡΙΝΗ ΣΥΣΚΕΨΙΣ: [986, 1056, 1129, 1070]
stock-name: Ὁμολ. δανείου 20,000,000: [38, 262, 180, 275]
stock-name: Ἡλεκτρικὴ: [38, 408, 97, 422]
italian-organisers-heading: ΚΑΙ ΚΑΤΑ ΤΩΝ ΙΤΑΛΩΝ ΟΡΓΑΝΩΝ: [499, 821, 650, 850]
albanians-deck: ΤΕΛΕΣΙΓΡΑΦΟΝ ΤΩΝ ΑΛΒΑΝΩΝ ΠΡΟΣ ΤΗΝ ΠΥΛΗΝ: [856, 360, 1259, 387]
agyia-heading: ΤΟ ΥΠΟΠΤΟΝ ΤΗΣ ΑΓΥΙΑΣ: [489, 1231, 660, 1246]
ultimatum-subheadline: ΤΗΣ ΙΤΑΛΙΑΣ ΠΡΟΣ ΤΗΝ ΤΟΥΡΚΙΑΝ: [835, 1264, 1280, 1312]
stock-value: 104.—: [205, 408, 240, 422]
stock-row: [38, 329, 240, 342]
stock-row: [38, 369, 240, 381]
turkish-press-heading: ΣΧΟΛΙΑ ΤΟΥ ΤΟΥΡΚΙΚΟΥ ΤΥΠΟΥ: [1114, 504, 1376, 522]
page-number: 3: [1398, 55, 1418, 87]
masthead-rule: [37, 84, 1427, 89]
right-column: [688, 95, 1470, 1928]
rumours-body: [250, 610, 680, 986]
berlin-text-1: ΒΕΡΟΛΙΝΟΝ, Μεσονύκτιον Τετάρτης. Κατὰ τηλεγραφήματα ἐκ Ρώμης πρὸς τὰς Γερμανικὰς ἐφημερίδας, ἡ μοῖρα τοῦ Ἰταλικοῦ στόλου μετὰ τῶν ὁπλιταγωγῶν περιπλέει τὰς παραλίας καὶ ἀναμένει διαταγὰς ὅπως ἐξέλθῃ εἰς τὴν Τρίπολιν. Πρὸ δὲ τῆς ἀρχαίας ἐλλείψεως πάσης διαταγῆς ἀναμένεται ἡ ἀπόφασις ἀπὸ τὴν Ἰταλικὴν Κυβέρνησιν, διότι παρουσιάζονται εἰς τὴν Τριπολίτιδα. Ἡ ἀποχὴ αὐτὴ τοῦ Ἰταλικοῦ στόλου ὅπως ἐκδοθῇ δὲν ὀφείλεται εἰς πλεονεκτικὸν πρὸς τὴν Τουρκίαν ὅρον, ἀλλ' ἐκ μέρους τῆς Ἰταλικῆς Κυβερνήσεως εἰς τὴν γνωστὴν αὐτῆς καταλύτῃ ἀνταλλαγὴν τῶν κρατουμένων πλοίων.: [688, 392, 1052, 549]
ultimatum-announced-heading: ΤΟ ΠΡΟΑΓΓΕΛΘΕΝ ΤΕΛΕΣΙΓΡΑΦΟΝ: [721, 801, 1019, 820]
stock-row: [38, 381, 240, 394]
